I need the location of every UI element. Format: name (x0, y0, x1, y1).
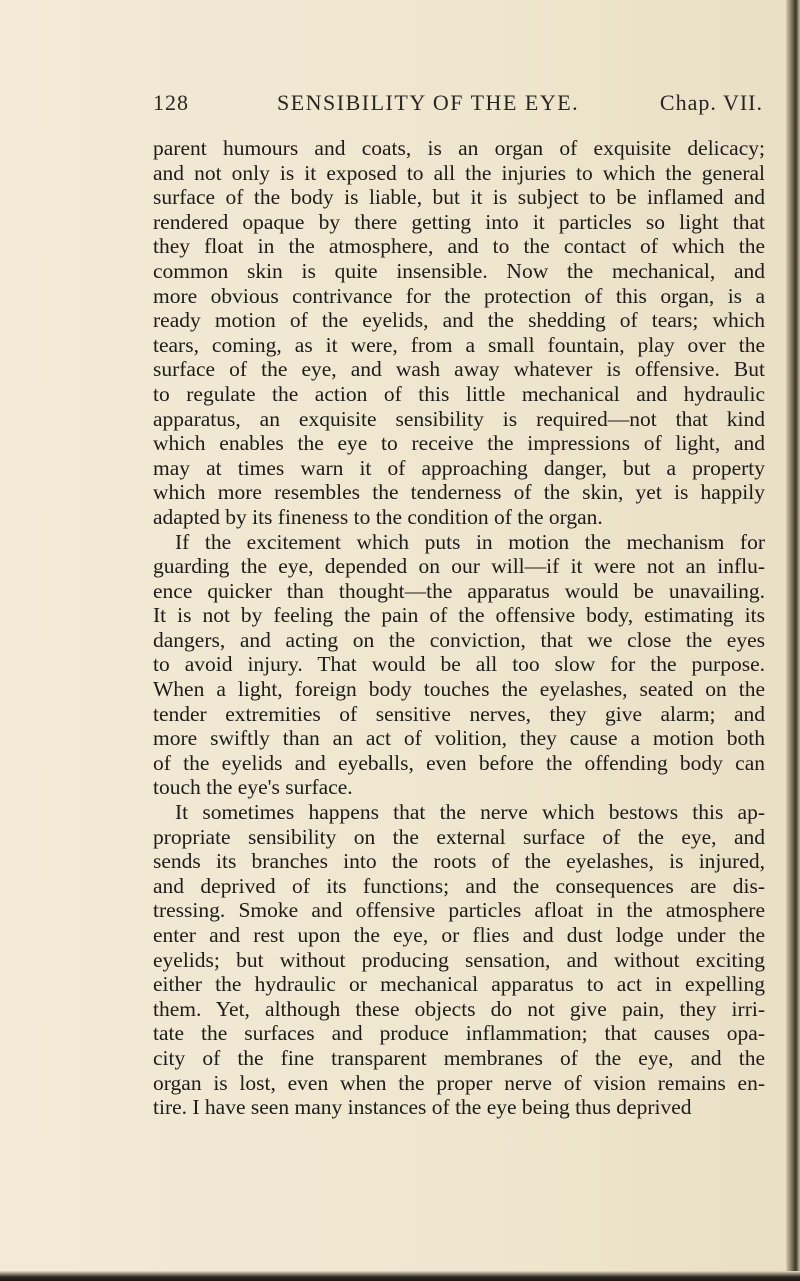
page-edge-shadow (786, 0, 800, 1281)
page-header (153, 90, 763, 120)
text-line: ence quicker than thought—the apparatus would be unavailing. (153, 578, 765, 603)
text-line: If the excitement which puts in motion the mechanism for (175, 529, 765, 554)
text-line: dangers, and acting on the conviction, that we close the eyes (153, 627, 765, 652)
text-line: tire. I have seen many instances of the eye being thus deprived (153, 1095, 692, 1120)
text-line: When a light, foreign body touches the eyelashes, seated on the (153, 677, 765, 702)
text-line: guarding the eye, depended on our will—if it were not an influ- (153, 554, 765, 579)
text-line: touch the eye's surface. (153, 775, 353, 800)
body-text (153, 136, 765, 1120)
page-bottom-edge (0, 1271, 800, 1281)
text-line: parent humours and coats, is an organ of exquisite delicacy; (153, 136, 765, 160)
paragraph (153, 136, 765, 530)
paragraph (153, 800, 765, 1120)
text-line: which enables the eye to receive the impressions of light, and (153, 431, 765, 456)
text-line: propriate sensibility on the external surface of the eye, and (153, 824, 765, 849)
text-line: It sometimes happens that the nerve which bestows this ap- (175, 800, 765, 825)
text-line: them. Yet, although these objects do not give pain, they irri- (153, 996, 765, 1021)
chapter-reference: Chap. VII. (659, 90, 763, 115)
text-line: they float in the atmosphere, and to the contact of which the (153, 234, 765, 259)
text-line: organ is lost, even when the proper nerve of vision remains en- (153, 1070, 765, 1095)
text-line: which more resembles the tenderness of the skin, yet is happily (153, 480, 765, 505)
text-line: to regulate the action of this little mechanical and hydraulic (153, 381, 765, 406)
text-line: common skin is quite insensible. Now the mechanical, and (153, 258, 765, 283)
text-line: tender extremities of sensitive nerves, they give alarm; and (153, 701, 765, 726)
text-line: adapted by its fineness to the condition of the organ. (153, 504, 603, 529)
text-line: It is not by feeling the pain of the offensive body, estimating its (153, 603, 765, 628)
text-line: city of the fine transparent membranes of the eye, and the (153, 1045, 765, 1070)
text-line: to avoid injury. That would be all too slow for the purpose. (153, 652, 765, 677)
text-line: and deprived of its functions; and the consequences are dis- (153, 873, 765, 898)
text-line: rendered opaque by there getting into it particles so light that (153, 209, 765, 234)
text-line: more obvious contrivance for the protection of this organ, is a (153, 283, 765, 308)
text-line: surface of the eye, and wash away whatever is offensive. But (153, 357, 765, 382)
text-line: may at times warn it of approaching danger, but a property (153, 455, 765, 480)
text-line: tate the surfaces and produce inflammation; that causes opa- (153, 1021, 765, 1046)
running-title: SENSIBILITY OF THE EYE. (277, 90, 580, 115)
page-number: 128 (153, 90, 189, 115)
text-line: more swiftly than an act of volition, they cause a motion both (153, 726, 765, 751)
text-line: enter and rest upon the eye, or flies and dust lodge under the (153, 923, 765, 947)
text-line: of the eyelids and eyeballs, even before the offending body can (153, 750, 765, 775)
text-line: ready motion of the eyelids, and the shedding of tears; which (153, 308, 765, 333)
text-line: sends its branches into the roots of the eyelashes, is injured, (153, 849, 765, 874)
text-line: eyelids; but without producing sensation, and without exciting (153, 947, 765, 972)
paragraph (153, 530, 765, 801)
text-line: tears, coming, as it were, from a small fountain, play over the (153, 332, 765, 357)
text-line: surface of the body is liable, but it is subject to be inflamed and (153, 185, 765, 210)
text-line: apparatus, an exquisite sensibility is required—not that kind (153, 406, 765, 431)
text-line: either the hydraulic or mechanical apparatus to act in expelling (153, 972, 765, 997)
text-line: tressing. Smoke and offensive particles afloat in the atmosphere (153, 898, 765, 923)
text-line: and not only is it exposed to all the injuries to which the general (153, 160, 765, 185)
